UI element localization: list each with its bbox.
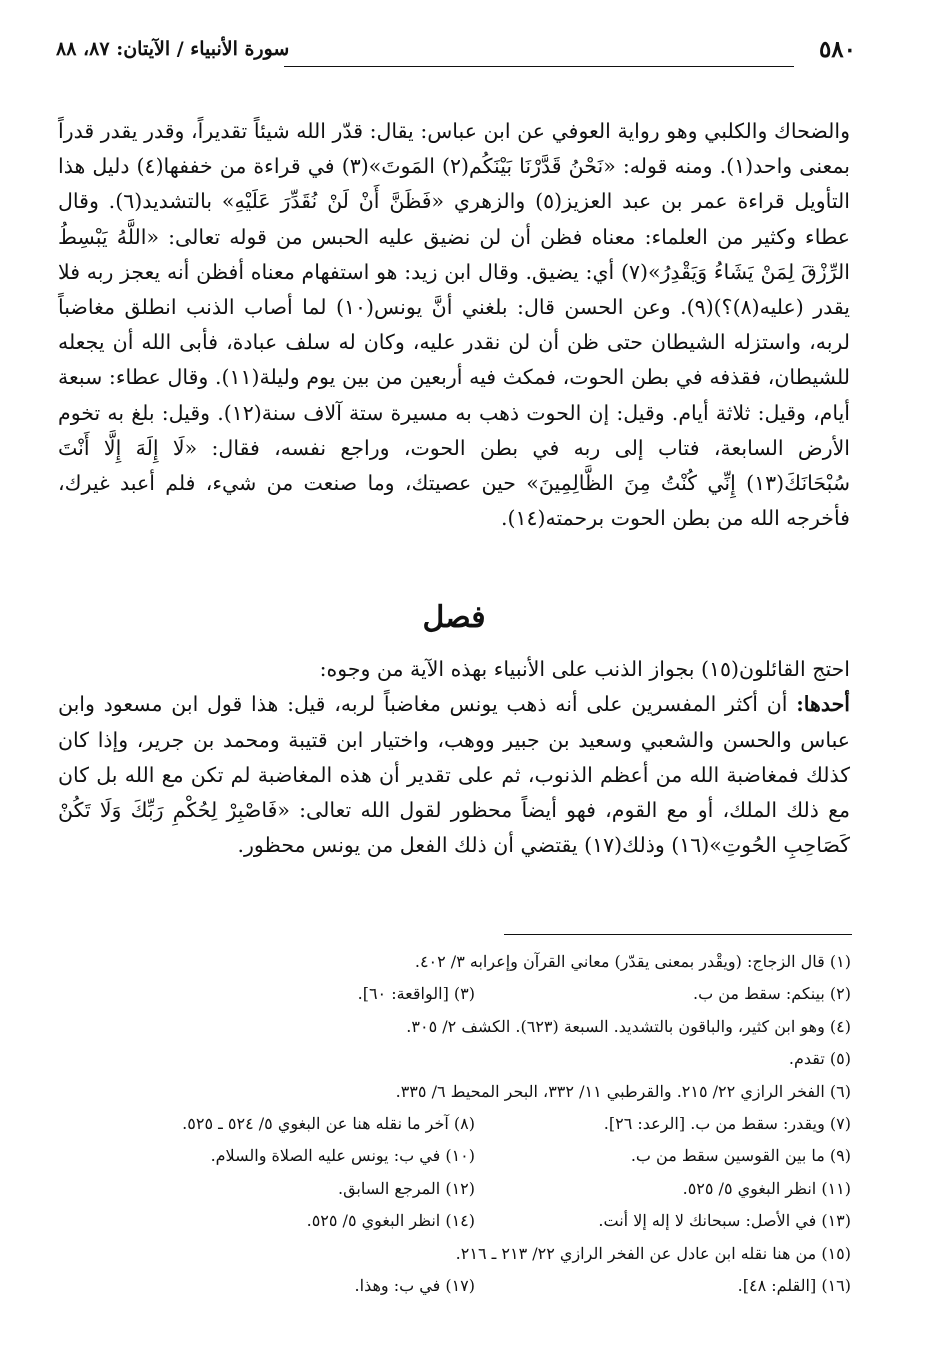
running-header — [56, 36, 856, 76]
footnote-row — [71, 1140, 851, 1172]
footnote: (٩) ما بين القوسين سقط من ب. — [630, 1146, 851, 1166]
footnote: (١٦) [القلم: ٤٨]. — [737, 1275, 851, 1295]
footnote: (١٣) في الأصل: سبحانك لا إله إلا أنت. — [598, 1211, 851, 1231]
footnote-row — [71, 1011, 851, 1043]
body-paragraph: والضحاك والكلبي وهو رواية العوفي عن ابن عباس: يقال: قدّر الله شيئاً تقديراً، وقدر يقدر قدراً بمعنى واحد(١). ومنه قوله: «نَحْنُ قَدَّرْنَا بَيْنَكُم(٢) المَوتَ»(٣) في قراءة من خففها(٤) دليل هذا التأويل قراءة عمر بن عبد العزيز(٥) والزهري «فَظَنَّ أَنْ لَنْ نُقَدِّرَ عَلَيْهِ» بالتشديد(٦). وقال عطاء وكثير من العلماء: معناه فظن أن لن نضيق عليه الحبس من قوله تعالى: «اللَّهُ يَبْسِطُ الرِّزْقَ لِمَنْ يَشَاءُ وَيَقْدِرُ»(٧) أي: يضيق. وقال ابن زيد: هو استفهام معناه أفظن أنه يعجز ربه فلا يقدر (عليه(٨)؟)(٩). وعن الحسن قال: بلغني أنَّ يونس(١٠) لما أصاب الذنب انطلق مغاضباً لربه، واستزله الشيطان حتى ظن أن لن نقدر عليه، وكان له سلف عبادة، فأبى الله أن يجعله للشيطان، فقذفه في بطن الحوت، فمكث فيه أربعين من بين يوم وليلة(١١). وقال عطاء: سبعة أيام، وقيل: ثلاثة أيام. وقيل: إن الحوت ذهب به مسيرة ستة آلاف سنة(١٢). وقيل: بلغ به تخوم الأرض السابعة، فتاب إلى ربه في بطن الحوت، وراجع نفسه، فقال: «لَا إِلَهَ إِلَّا أَنْتَ سُبْحَانَكَ(١٣) إِنِّي كُنْتُ مِنَ الظَّالِمِينَ» حين عصيتك، وما صنعت من شيء، فلم أعبد غيرك، فأخرجه الله من بطن الحوت برحمته(١٤). — [58, 119, 851, 531]
footnote: (١٤) انظر البغوي ٥/ ٥٢٥. — [306, 1211, 475, 1231]
first-point — [58, 687, 850, 863]
section-heading: فصل — [422, 600, 486, 635]
footnote: (١٧) في ب: وهذا. — [354, 1275, 475, 1295]
footnote: (٣) [الواقعة: ٦٠]. — [357, 984, 475, 1004]
footnote: (٤) وهو ابن كثير، والباقون بالتشديد. السبعة (٦٢٣). الكشف ٢/ ٣٠٥. — [406, 1016, 851, 1036]
footnote: (٧) ويقدر: سقط من ب. [الرعد: ٢٦]. — [603, 1113, 851, 1133]
footnote: (١٢) المرجع السابق. — [337, 1178, 475, 1198]
footnote-row — [71, 1238, 851, 1270]
footnote: (٦) الفخر الرازي ٢٢/ ٢١٥. والقرطبي ١١/ ٣٣٢، البحر المحيط ٦/ ٣٣٥. — [395, 1081, 851, 1101]
footnote: (١١) انظر البغوي ٥/ ٥٢٥. — [682, 1178, 851, 1198]
first-point-text: أن أكثر المفسرين على أنه ذهب يونس مغاضباً لربه، قيل: هذا قول ابن مسعود وابن عباس والحسن والشعبي وسعيد بن جبير ووهب، واختيار ابن قتيبة ومحمد بن جرير، وإذا كان كذلك فمغاضبة الله من أعظم الذنوب، ثم على تقدير أن هذه المغاضبة لم تكن مع الله بل كان مع ذلك الملك، أو مع القوم، فهو أيضاً محظور لقول الله تعالى: «فَاصْبِرْ لِحُكْمِ رَبِّكَ وَلَا تَكُنْ كَصَاحِبِ الحُوتِ»(١٦) وذلك(١٧) يقتضي أن ذلك الفعل من يونس محظور. — [58, 692, 850, 858]
header-rule — [284, 66, 794, 67]
footnote-row — [71, 1043, 851, 1075]
footnote: (١٠) في ب: يونس عليه الصلاة والسلام. — [210, 1146, 475, 1166]
footnotes — [71, 946, 851, 1302]
footnote: (٨) آخر ما نقله هنا عن البغوي ٥/ ٥٢٤ ـ ٥٢٥. — [182, 1113, 475, 1133]
footnote-row — [71, 1108, 851, 1140]
section-body — [58, 652, 850, 864]
footnote-row — [71, 1270, 851, 1302]
section-intro: احتج القائلون(١٥) بجواز الذنب على الأنبياء بهذه الآية من وجوه: — [319, 657, 850, 681]
footnote-row — [71, 1205, 851, 1237]
footnote-separator — [504, 934, 852, 935]
footnote-row — [71, 978, 851, 1010]
main-text — [58, 114, 850, 536]
footnote-row — [71, 1173, 851, 1205]
footnote-row — [71, 1076, 851, 1108]
running-title: سورة الأنبياء / الآيتان: ٨٧، ٨٨ — [56, 38, 290, 60]
footnote: (٥) تقدم. — [788, 1049, 851, 1069]
page-number: ٥٨٠ — [818, 36, 856, 63]
first-point-lead: أحدها: — [796, 692, 850, 717]
footnote-row — [71, 946, 851, 978]
footnote: (١٥) من هنا نقله ابن عادل عن الفخر الرازي ٢٢/ ٢١٣ ـ ٢١٦. — [455, 1243, 851, 1263]
footnote: (٢) بينكم: سقط من ب. — [693, 984, 851, 1004]
footnote: (١) قال الزجاج: (ويقْدر بمعنى يقدّر) معاني القرآن وإعرابه ٣/ ٤٠٢. — [414, 952, 851, 971]
